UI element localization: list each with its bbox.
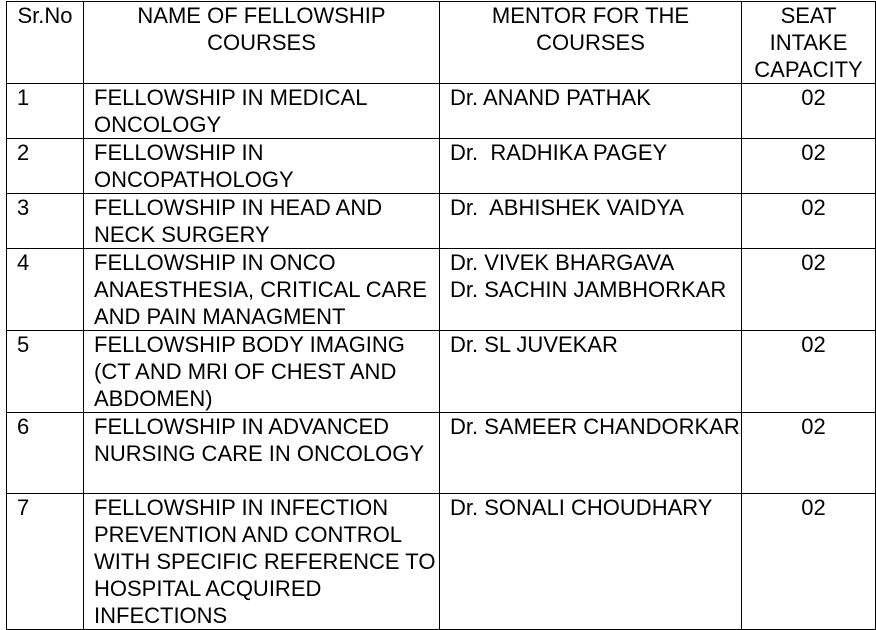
course-name-cell: FELLOWSHIP IN ONCO ANAESTHESIA, CRITICAL CARE AND PAIN MANAGMENT — [84, 249, 440, 331]
course-name-cell: FELLOWSHIP IN MEDICAL ONCOLOGY — [84, 84, 440, 139]
sr-no-cell: 7 — [7, 494, 84, 630]
course-name-cell: FELLOWSHIP IN ADVANCED NURSING CARE IN ONCOLOGY — [84, 413, 440, 494]
mentor-cell — [440, 194, 742, 249]
seat-intake-cell: 02 — [742, 249, 876, 331]
mentor-cell — [440, 249, 742, 331]
mentor-cell — [440, 84, 742, 139]
mentor-name: Dr. SACHIN JAMBHORKAR — [450, 277, 727, 302]
table-header-row — [7, 2, 876, 84]
header-mentor: MENTOR FOR THE COURSES — [440, 2, 742, 84]
mentor-name: Dr. ABHISHEK VAIDYA — [450, 195, 684, 220]
sr-no-cell: 1 — [7, 84, 84, 139]
seat-intake-cell: 02 — [742, 494, 876, 630]
seat-intake-cell: 02 — [742, 139, 876, 194]
table-row — [7, 84, 876, 139]
mentor-cell — [440, 331, 742, 413]
mentor-cell — [440, 413, 742, 494]
table-row — [7, 413, 876, 494]
mentor-name: Dr. SAMEER CHANDORKAR — [450, 414, 740, 439]
mentor-cell — [440, 494, 742, 630]
course-name-cell: FELLOWSHIP BODY IMAGING (CT AND MRI OF CHEST AND ABDOMEN) — [84, 331, 440, 413]
seat-intake-cell: 02 — [742, 84, 876, 139]
mentor-name: Dr. VIVEK BHARGAVA — [450, 250, 675, 275]
seat-intake-cell: 02 — [742, 413, 876, 494]
mentor-name: Dr. SL JUVEKAR — [450, 332, 618, 357]
sr-no-cell: 2 — [7, 139, 84, 194]
mentor-name: Dr. ANAND PATHAK — [450, 85, 651, 110]
header-seat-intake: SEAT INTAKE CAPACITY — [742, 2, 876, 84]
course-name-cell: FELLOWSHIP IN HEAD AND NECK SURGERY — [84, 194, 440, 249]
seat-intake-cell: 02 — [742, 194, 876, 249]
fellowship-courses-table — [6, 1, 876, 630]
table-row — [7, 139, 876, 194]
course-name-cell: FELLOWSHIP IN ONCOPATHOLOGY — [84, 139, 440, 194]
sr-no-cell: 4 — [7, 249, 84, 331]
header-course-name: NAME OF FELLOWSHIP COURSES — [84, 2, 440, 84]
table-row — [7, 331, 876, 413]
mentor-name: Dr. RADHIKA PAGEY — [450, 140, 668, 165]
table-row — [7, 494, 876, 630]
course-name-cell: FELLOWSHIP IN INFECTION PREVENTION AND CONTROL WITH SPECIFIC REFERENCE TO HOSPITAL ACQUIRED INFECTIONS — [84, 494, 440, 630]
header-sr-no: Sr.No — [7, 2, 84, 84]
table-row — [7, 194, 876, 249]
sr-no-cell: 5 — [7, 331, 84, 413]
table-row — [7, 249, 876, 331]
mentor-cell — [440, 139, 742, 194]
seat-intake-cell: 02 — [742, 331, 876, 413]
sr-no-cell: 3 — [7, 194, 84, 249]
mentor-name: Dr. SONALI CHOUDHARY — [450, 495, 713, 520]
sr-no-cell: 6 — [7, 413, 84, 494]
